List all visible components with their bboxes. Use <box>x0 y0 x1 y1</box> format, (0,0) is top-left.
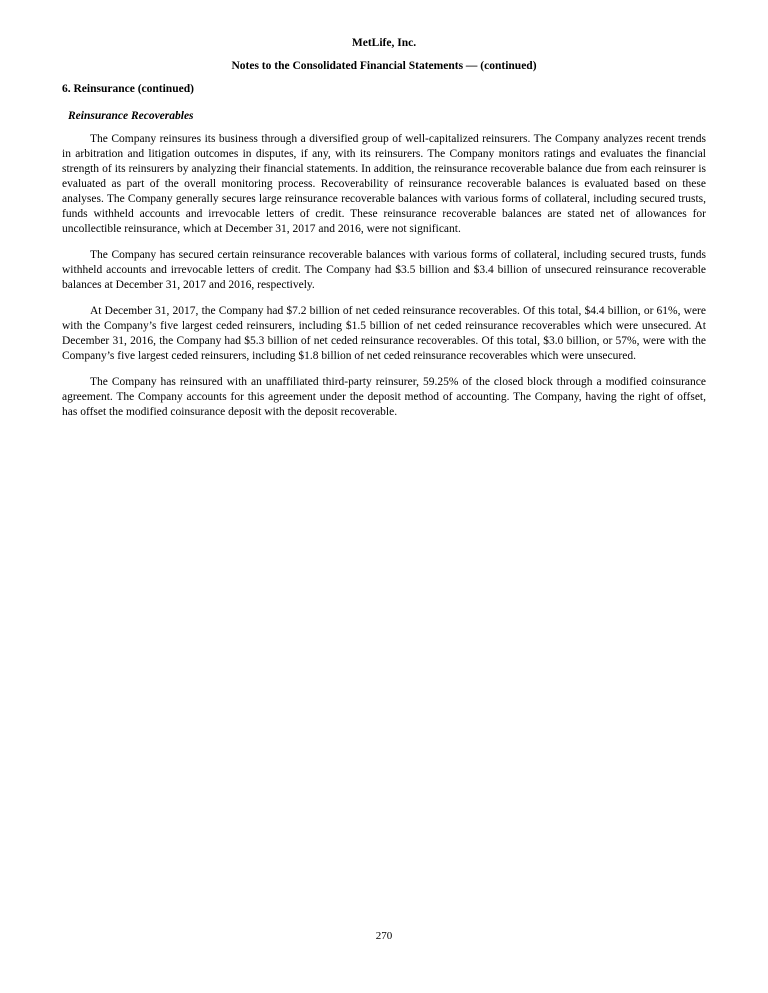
page-number: 270 <box>375 930 393 942</box>
subsection-heading: Reinsurance Recoverables <box>68 110 194 122</box>
document-title: MetLife, Inc. <box>351 37 417 49</box>
body-text <box>62 132 706 420</box>
paragraph: The Company has reinsured with an unaffiliated third-party reinsurer, 59.25% of the closed block through a modified coinsurance agreement. The Company accounts for this agreement under the deposit method of accounting. The Company, having the right of offset, has offset the modified coinsurance deposit with the deposit recoverable. <box>62 376 706 418</box>
paragraph: The Company has secured certain reinsurance recoverable balances with various forms of collateral, including secured trusts, funds withheld accounts and irrevocable letters of credit. The Company had $3.5 billion and $3.4 billion of unsecured reinsurance recoverable balances at December 31, 2017 and 2016, respectively. <box>62 249 706 291</box>
paragraph: At December 31, 2017, the Company had $7.2 billion of net ceded reinsurance recoverables. Of this total, $4.4 billion, or 61%, were with the Company’s five largest ceded reinsurers, including $1.5 billion of net ceded reinsurance recoverables which were unsecured. At December 31, 2016, the Company had $5.3 billion of net ceded reinsurance recoverables. Of this total, $3.0 billion, or 57%, were with the Company’s five largest ceded reinsurers, including $1.8 billion of net ceded reinsurance recoverables which were unsecured. <box>62 305 706 362</box>
section-heading: 6. Reinsurance (continued) <box>62 83 194 95</box>
paragraph: The Company reinsures its business through a diversified group of well-capitalized reinsurers. The Company analyzes recent trends in arbitration and litigation outcomes in disputes, if any, with its reinsurers. The Company monitors ratings and evaluates the financial strength of its reinsurers by analyzing their financial statements. In addition, the reinsurance recoverable balance due from each reinsurer is evaluated as part of the overall monitoring process. Recoverability of reinsurance recoverable balances is evaluated based on these analyses. The Company generally secures large reinsurance recoverable balances with various forms of collateral, including secured trusts, funds withheld accounts and irrevocable letters of credit. These reinsurance recoverable balances are stated net of allowances for uncollectible reinsurance, which at December 31, 2017 and 2016, were not significant. <box>62 133 706 235</box>
document-subtitle: Notes to the Consolidated Financial Statements — (continued) <box>231 60 537 72</box>
